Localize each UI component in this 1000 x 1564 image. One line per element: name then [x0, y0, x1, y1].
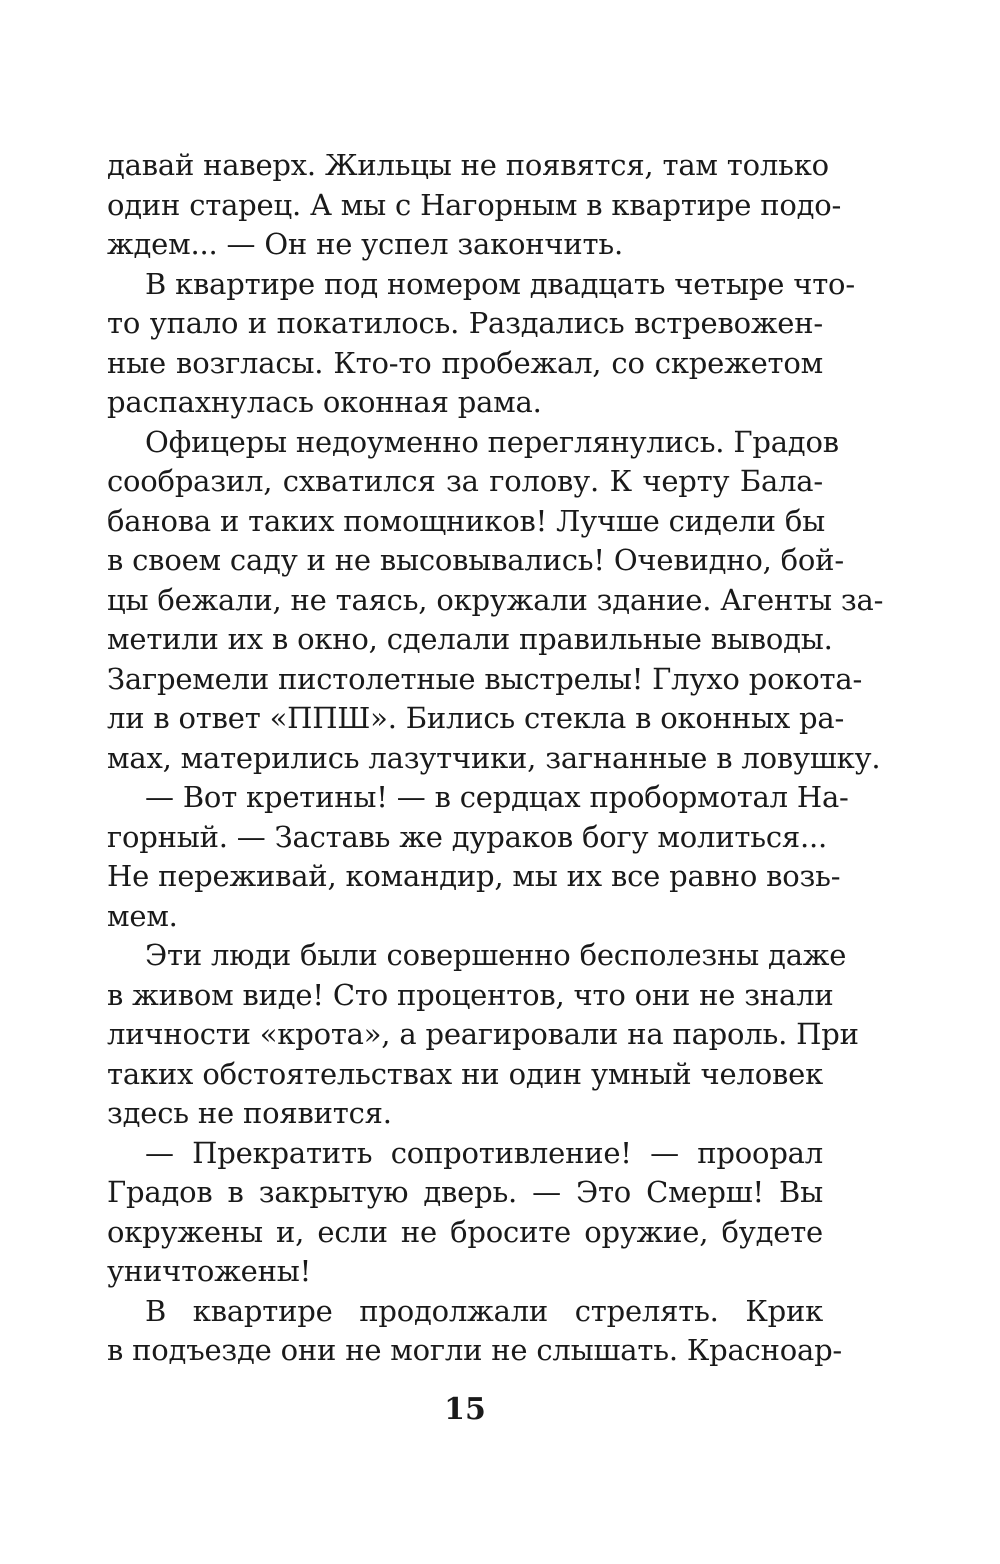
text-line: цы бежали, не таясь, окружали здание. Агенты за-	[107, 582, 884, 617]
text-line: Градов в закрытую дверь. — Это Смерш! Вы	[107, 1175, 823, 1209]
text-line: Офицеры недоуменно переглянулись. Градов	[145, 424, 839, 459]
text-line: ли в ответ «ППШ». Бились стекла в оконных ра-	[107, 701, 845, 735]
text-line: в живом виде! Сто процентов, что они не знали	[107, 977, 834, 1012]
text-line: давай наверх. Жильцы не появятся, там только	[107, 148, 829, 182]
text-line: Загремели пистолетные выстрелы! Глухо рокота-	[107, 661, 863, 696]
text-line: мах, матерились лазутчики, загнанные в ловушку.	[107, 740, 881, 775]
text-line: в своем саду и не высовывались! Очевидно, бой-	[107, 543, 844, 577]
text-line: — Вот кретины! — в сердцах пробормотал На-	[145, 780, 849, 814]
text-line: банова и таких помощников! Лучше сидели бы	[107, 503, 825, 538]
text-line: ные возгласы. Кто-то пробежал, со скрежетом	[107, 345, 823, 380]
body-text	[107, 146, 884, 1371]
text-line: Эти люди были совершенно бесполезны даже	[145, 938, 847, 972]
text-line: ждем... — Он не успел закончить.	[107, 227, 623, 261]
text-line: личности «крота», а реагировали на пароль. При	[107, 1017, 859, 1051]
text-line: один старец. А мы с Нагорным в квартире подо-	[107, 187, 842, 222]
page-number: 15	[444, 1392, 486, 1427]
text-line: горный. — Заставь же дураков богу молиться...	[107, 819, 828, 854]
text-line: уничтожены!	[107, 1254, 312, 1288]
text-line: В квартире под номером двадцать четыре что-	[145, 266, 855, 301]
text-line: метили их в окно, сделали правильные выводы.	[107, 622, 833, 656]
text-line: то упало и покатилось. Раздались встревожен-	[107, 306, 823, 340]
text-line: В квартире продолжали стрелять. Крик	[145, 1293, 823, 1328]
text-line: таких обстоятельствах ни один умный человек	[107, 1056, 823, 1091]
text-line: распахнулась оконная рама.	[107, 385, 542, 419]
text-line: сообразил, схватился за голову. К черту Бала-	[107, 464, 823, 498]
text-line: Не переживай, командир, мы их все равно возь-	[107, 859, 841, 893]
text-line: окружены и, если не бросите оружие, будете	[107, 1214, 823, 1249]
text-line: здесь не появится.	[107, 1096, 392, 1130]
text-line: в подъезде они не могли не слышать. Красноар-	[107, 1333, 843, 1367]
text-line: мем.	[107, 898, 178, 933]
text-line: — Прекратить сопротивление! — проорал	[145, 1135, 823, 1170]
